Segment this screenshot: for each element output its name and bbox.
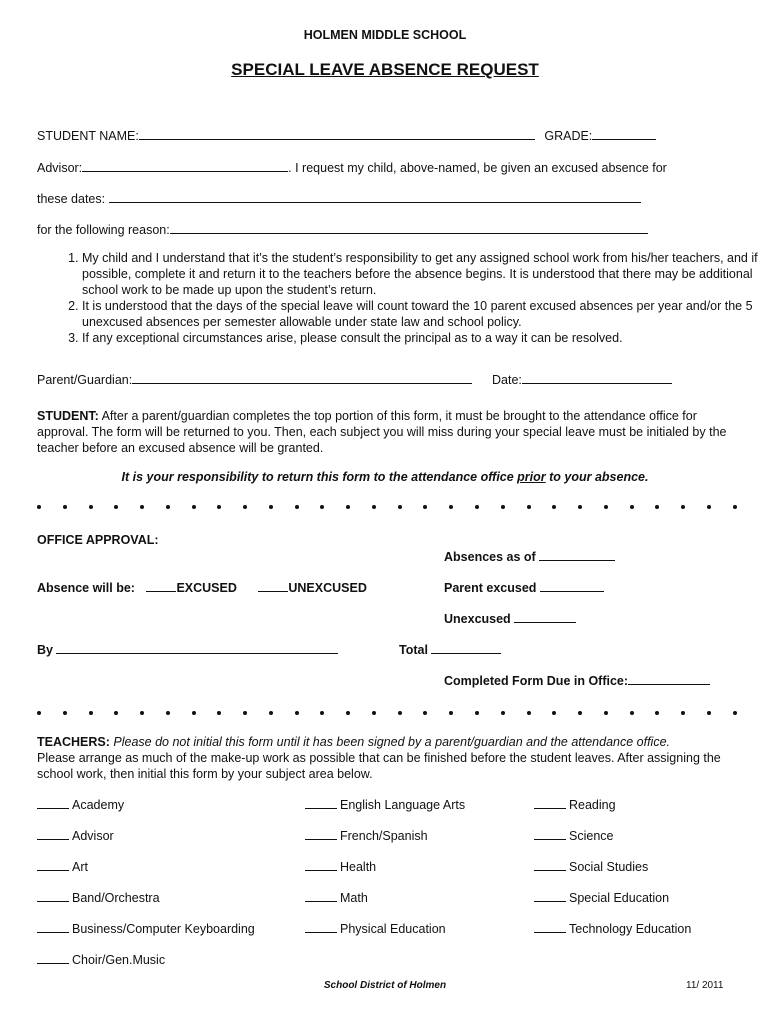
subject-business-keyboarding[interactable]	[37, 921, 255, 936]
completed-due-field[interactable]	[628, 672, 710, 685]
subject-label: Science	[569, 829, 614, 843]
excused-label: EXCUSED	[176, 581, 237, 595]
student-note-text: After a parent/guardian completes the top portion of this form, it must be brought to the attendance office for approval. The form will be returned to you. Then, each subject you will miss during your special leave must be initialed by the teacher before an excused absence will be granted.	[37, 409, 727, 455]
subject-label: Reading	[569, 798, 616, 812]
subject-label: Advisor	[72, 829, 114, 843]
subject-label: French/Spanish	[340, 829, 428, 843]
subject-label: Physical Education	[340, 922, 446, 936]
dates-row	[37, 190, 641, 206]
page-title	[0, 60, 770, 80]
date-field[interactable]	[522, 371, 672, 384]
list-item: 2. It is understood that the days of the special leave will count toward the 10 parent excused absences per year and/or the 5 unexcused absences per semester allowable under state law and school policy.	[82, 298, 770, 330]
subject-advisor[interactable]	[37, 828, 114, 843]
subject-french-spanish[interactable]	[305, 828, 428, 843]
advisor-request-text: . I request my child, above-named, be given an excused absence for	[288, 161, 667, 175]
dates-label: these dates:	[37, 192, 106, 206]
grade-field[interactable]	[592, 127, 656, 140]
by-field[interactable]	[56, 641, 338, 654]
list-item: 3. If any exceptional circumstances arise, please consult the principal as to a way it can be resolved.	[82, 330, 770, 346]
school-name: HOLMEN MIDDLE SCHOOL	[303, 28, 467, 42]
footer-date: 11/ 2011	[686, 980, 724, 991]
teachers-note-italic: Please do not initial this form until it has been signed by a parent/guardian and the attendance office.	[109, 735, 671, 749]
notice-prior: prior	[517, 470, 546, 484]
subject-band-orchestra[interactable]	[37, 890, 160, 905]
reason-row	[37, 221, 648, 237]
by-label: By	[37, 643, 53, 657]
subject-art[interactable]	[37, 859, 88, 874]
absence-will-be-label: Absence will be:	[37, 581, 135, 595]
subject-physical-education[interactable]	[305, 921, 446, 936]
advisor-label: Advisor:	[37, 161, 83, 175]
subject-technology-education[interactable]	[534, 921, 691, 936]
subject-label: Choir/Gen.Music	[72, 953, 166, 967]
unexcused-option-label: UNEXCUSED	[288, 581, 367, 595]
completed-due-row	[444, 672, 710, 688]
subject-special-education[interactable]	[534, 890, 669, 905]
subject-label: Social Studies	[569, 860, 649, 874]
student-name-label: STUDENT NAME:	[37, 129, 139, 143]
student-name-field[interactable]	[139, 127, 535, 140]
total-label: Total	[399, 643, 428, 657]
absences-as-of-row	[444, 548, 615, 564]
form-title: SPECIAL LEAVE ABSENCE REQUEST	[231, 60, 539, 79]
date-row	[492, 371, 672, 387]
absences-as-of-label: Absences as of	[444, 550, 536, 564]
total-row	[399, 641, 501, 657]
subject-label: Business/Computer Keyboarding	[72, 922, 255, 936]
student-note	[37, 408, 737, 456]
subject-label: Math	[340, 891, 368, 905]
subject-academy[interactable]	[37, 797, 124, 812]
footer-district: School District of Holmen	[323, 980, 447, 991]
excused-field[interactable]	[146, 579, 176, 592]
advisor-field[interactable]	[82, 159, 288, 172]
subject-label: Academy	[72, 798, 125, 812]
subject-health[interactable]	[305, 859, 376, 874]
advisor-row	[37, 159, 667, 175]
subject-science[interactable]	[534, 828, 613, 843]
subject-math[interactable]	[305, 890, 368, 905]
parent-label: Parent/Guardian:	[37, 373, 133, 387]
parent-excused-row	[444, 579, 604, 595]
subject-english[interactable]	[305, 797, 465, 812]
unexcused-field[interactable]	[514, 610, 576, 623]
responsibility-notice	[0, 470, 770, 484]
date-label: Date:	[492, 373, 522, 387]
acknowledgement-list	[36, 250, 770, 346]
student-name-row	[37, 127, 656, 143]
office-approval-heading: OFFICE APPROVAL:	[37, 533, 159, 547]
completed-due-label: Completed Form Due in Office:	[444, 674, 629, 688]
total-field[interactable]	[431, 641, 501, 654]
grade-label: GRADE:	[544, 129, 593, 143]
notice-text: It is your responsibility to return this form to the attendance office	[121, 470, 518, 484]
reason-field[interactable]	[170, 221, 648, 234]
separator-dots	[37, 505, 737, 509]
parent-signature-row	[37, 371, 472, 387]
subject-label: Special Education	[569, 891, 670, 905]
parent-excused-field[interactable]	[540, 579, 604, 592]
notice-text-end: to your absence.	[545, 470, 649, 484]
dates-field[interactable]	[109, 190, 641, 203]
list-item: 1. My child and I understand that it’s the student’s responsibility to get any assigned school work from his/her teachers, and if possible, complete it and return it to the teachers before the absence begins. It is understood that there may be additional school work to be made up upon the student’s return.	[82, 250, 770, 298]
subject-label: English Language Arts	[340, 798, 466, 812]
teachers-note-text: Please arrange as much of the make-up work as possible that can be finished before the student leaves. After assigning the school work, then initial this form by your subject area below.	[37, 751, 721, 781]
subject-choir[interactable]	[37, 952, 165, 967]
student-note-label: STUDENT:	[37, 409, 99, 423]
absences-as-of-field[interactable]	[539, 548, 615, 561]
subject-label: Band/Orchestra	[72, 891, 160, 905]
absence-type-row	[37, 579, 367, 595]
reason-label: for the following reason:	[37, 223, 170, 237]
unexcused-option-field[interactable]	[258, 579, 288, 592]
parent-signature-field[interactable]	[132, 371, 472, 384]
parent-excused-label: Parent excused	[444, 581, 537, 595]
unexcused-label: Unexcused	[444, 612, 511, 626]
subject-label: Health	[340, 860, 377, 874]
subject-label: Technology Education	[569, 922, 692, 936]
subject-reading[interactable]	[534, 797, 616, 812]
subject-label: Art	[72, 860, 88, 874]
teachers-note-label: TEACHERS:	[37, 735, 110, 749]
subject-social-studies[interactable]	[534, 859, 648, 874]
by-row	[37, 641, 338, 657]
unexcused-row	[444, 610, 576, 626]
separator-dots	[37, 711, 737, 715]
teachers-note	[37, 734, 737, 782]
